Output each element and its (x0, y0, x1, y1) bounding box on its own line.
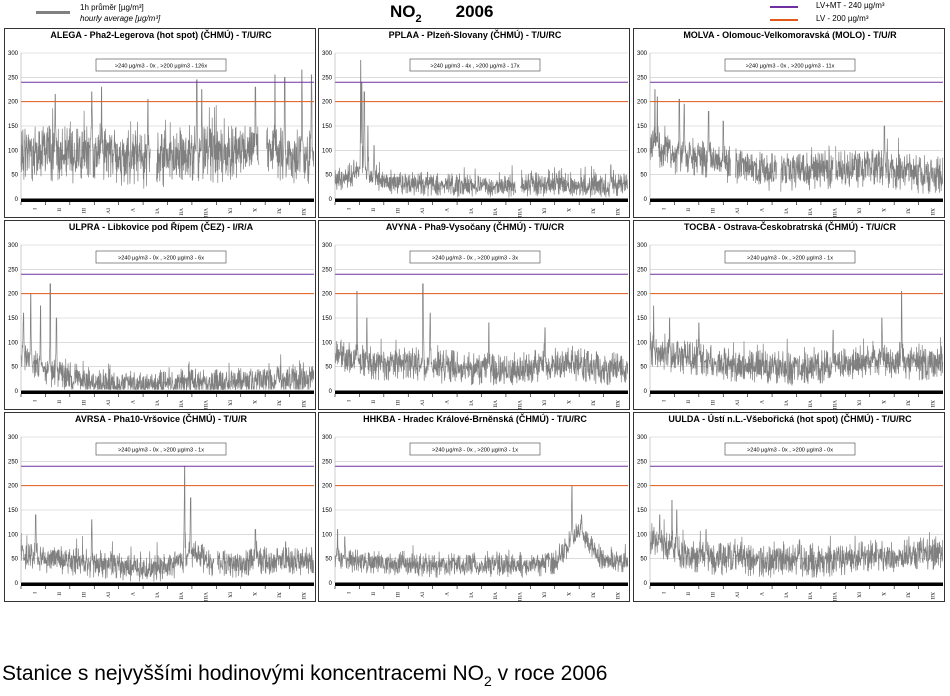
chart-title: HHKBA - Hradec Králové-Brněnská (ČHMÚ) - T/U/RC (363, 414, 587, 424)
x-tick-label: IX (540, 592, 547, 598)
series-line (21, 284, 314, 390)
x-tick-label: XI (275, 208, 282, 214)
y-tick-label: 0 (643, 389, 647, 395)
caption-subscript: 2 (484, 673, 492, 689)
chart-svg (5, 29, 317, 219)
chart-panel (633, 220, 945, 410)
series-line (21, 87, 150, 189)
y-tick-label: 0 (328, 389, 332, 395)
chart-panel (318, 412, 630, 602)
y-tick-label: 300 (636, 435, 647, 441)
annotation-text: >240 µg/m3 - 0x , >200 µg/m3 - 1x (746, 255, 834, 262)
x-tick-label: XII (928, 208, 935, 216)
annotation-text: >240 µg/m3 - 0x , >200 µg/m3 - 0x (746, 447, 834, 454)
annotation-text: >240 µg/m3 - 0x , >200 µg/m3 - 1x (431, 447, 519, 454)
annotation-text: >240 µg/m3 - 4x , >200 µg/m3 - 17x (430, 63, 520, 70)
x-tick-label: V (128, 208, 135, 212)
y-tick-label: 200 (7, 291, 18, 298)
x-tick-label: XII (613, 592, 620, 600)
title-subscript: 2 (415, 13, 422, 25)
x-tick-label: VII (177, 592, 184, 600)
x-tick-label: XII (299, 592, 306, 600)
y-tick-label: 50 (640, 172, 647, 179)
x-tick-label: II (684, 208, 691, 212)
chart-title: AVYNA - Pha9-Vysočany (ČHMÚ) - T/U/CR (385, 222, 565, 232)
x-tick-label: XII (928, 400, 935, 408)
x-tick-label: IV (733, 592, 740, 598)
series-line (650, 291, 943, 385)
x-tick-label: VIII (831, 592, 838, 602)
y-tick-label: 150 (636, 124, 647, 130)
y-tick-label: 50 (11, 556, 18, 563)
x-axis-bar (335, 199, 628, 203)
x-tick-label: I (660, 400, 667, 402)
x-tick-label: V (757, 592, 764, 596)
series-line (218, 530, 314, 578)
x-tick-label: II (55, 400, 62, 404)
x-tick-label: III (80, 400, 87, 406)
page-title (390, 2, 494, 25)
chart-title: PPLAA - Plzeň-Slovany (ČHMÚ) - T/U/RC (388, 30, 562, 40)
x-tick-label: VIII (202, 208, 209, 218)
x-tick-label: VII (806, 400, 813, 408)
y-tick-label: 300 (321, 51, 332, 57)
legend-swatch-lv (770, 19, 798, 21)
x-tick-label: X (879, 592, 886, 596)
title-year: 2006 (455, 2, 494, 21)
series-line (267, 70, 314, 184)
x-tick-label: III (80, 592, 87, 598)
legend-label-lvmt: LV+MT - 240 µg/m³ (816, 1, 885, 10)
x-axis-bar (21, 583, 314, 587)
x-tick-label: VII (491, 592, 498, 600)
x-tick-label: IX (855, 208, 862, 214)
y-tick-label: 300 (636, 51, 647, 57)
x-tick-label: X (250, 400, 257, 404)
y-tick-label: 150 (7, 508, 18, 514)
x-tick-label: VI (467, 400, 474, 406)
y-tick-label: 300 (7, 435, 18, 441)
x-axis-bar (335, 583, 628, 587)
x-tick-label: IX (855, 400, 862, 406)
x-tick-label: VI (153, 400, 160, 406)
y-tick-label: 0 (643, 197, 647, 203)
series-line (650, 90, 730, 183)
x-tick-label: XI (589, 400, 596, 406)
x-tick-label: VIII (516, 592, 523, 602)
x-axis-bar (335, 391, 628, 395)
chart-svg (634, 413, 946, 603)
y-tick-label: 200 (7, 483, 18, 490)
x-tick-label: XI (275, 592, 282, 598)
x-tick-label: IX (855, 592, 862, 598)
chart-title: AVRSA - Pha10-Vršovice (ČHMÚ) - T/U/R (74, 414, 248, 424)
y-tick-label: 200 (321, 291, 332, 298)
y-tick-label: 50 (11, 364, 18, 371)
x-tick-label: XI (904, 400, 911, 406)
chart-svg (319, 29, 631, 219)
annotation-text: >240 µg/m3 - 0x , >200 µg/m3 - 6x (117, 255, 205, 262)
x-axis-bar (650, 199, 943, 203)
x-tick-label: III (709, 208, 716, 214)
y-tick-label: 150 (321, 124, 332, 130)
legend-limits (770, 0, 945, 28)
x-tick-label: V (442, 592, 449, 596)
x-tick-label: IV (418, 400, 425, 406)
series-line (335, 284, 628, 385)
series-line (736, 148, 777, 190)
y-tick-label: 150 (636, 508, 647, 514)
x-tick-label: I (660, 208, 667, 210)
y-tick-label: 200 (7, 99, 18, 106)
x-tick-label: X (564, 592, 571, 596)
series-line (157, 80, 259, 187)
y-tick-label: 100 (321, 532, 332, 539)
x-tick-label: IX (226, 592, 233, 598)
x-tick-label: VIII (831, 208, 838, 218)
chart-panel (4, 412, 316, 602)
x-tick-label: XI (589, 208, 596, 214)
y-tick-label: 300 (321, 435, 332, 441)
x-tick-label: VI (782, 208, 789, 214)
x-tick-label: XII (299, 208, 306, 216)
y-tick-label: 250 (7, 459, 18, 466)
series-line (21, 466, 214, 581)
x-tick-label: IV (104, 400, 111, 406)
chart-svg (634, 221, 946, 411)
y-tick-label: 50 (325, 364, 332, 371)
y-tick-label: 0 (328, 197, 332, 203)
legend-swatch-lvmt (770, 6, 798, 8)
y-tick-label: 150 (636, 316, 647, 322)
x-tick-label: II (55, 208, 62, 212)
chart-panel (4, 28, 316, 218)
legend-label-cz: 1h průměr [µg/m³] (80, 3, 144, 12)
y-tick-label: 250 (321, 75, 332, 82)
y-tick-label: 300 (636, 243, 647, 249)
x-tick-label: VI (467, 208, 474, 214)
x-tick-label: X (879, 400, 886, 404)
annotation-text: >240 µg/m3 - 0x , >200 µg/m3 - 3x (431, 255, 519, 262)
y-tick-label: 250 (636, 459, 647, 466)
y-tick-label: 250 (321, 267, 332, 274)
y-tick-label: 100 (321, 340, 332, 347)
x-tick-label: X (250, 208, 257, 212)
series-line (521, 165, 628, 198)
x-tick-label: XII (928, 592, 935, 600)
x-tick-label: VI (153, 208, 160, 214)
legend-line-swatch (36, 11, 70, 14)
x-tick-label: III (709, 400, 716, 406)
y-tick-label: 100 (7, 532, 18, 539)
x-tick-label: XI (589, 592, 596, 598)
x-tick-label: IV (733, 400, 740, 406)
x-tick-label: X (250, 592, 257, 596)
y-tick-label: 300 (7, 243, 18, 249)
x-tick-label: V (442, 208, 449, 212)
chart-panel (318, 220, 630, 410)
x-tick-label: XI (904, 208, 911, 214)
chart-title: TOCBA - Ostrava-Českobratrská (ČHMÚ) - T/U/CR (683, 222, 897, 232)
chart-title: ALEGA - Pha2-Legerova (hot spot) (ČHMÚ) - T/U/RC (50, 30, 272, 40)
y-tick-label: 0 (14, 197, 18, 203)
x-tick-label: VI (467, 592, 474, 598)
x-tick-label: XII (613, 208, 620, 216)
y-tick-label: 0 (14, 581, 18, 587)
x-tick-label: V (442, 400, 449, 404)
y-tick-label: 200 (636, 483, 647, 490)
x-axis-bar (21, 199, 314, 203)
x-tick-label: VIII (516, 208, 523, 218)
x-tick-label: XII (613, 400, 620, 408)
x-tick-label: VIII (202, 592, 209, 602)
x-tick-label: III (394, 208, 401, 214)
x-tick-label: VIII (516, 400, 523, 410)
x-tick-label: XII (299, 400, 306, 408)
y-tick-label: 50 (325, 556, 332, 563)
legend-hourly-average (36, 2, 236, 28)
x-tick-label: I (660, 592, 667, 594)
x-tick-label: II (684, 400, 691, 404)
x-axis-bar (21, 391, 314, 395)
x-tick-label: VII (491, 208, 498, 216)
series-line (781, 146, 833, 192)
chart-panel (4, 220, 316, 410)
chart-svg (5, 221, 317, 411)
y-tick-label: 150 (7, 316, 18, 322)
x-axis-bar (650, 583, 943, 587)
x-tick-label: I (31, 592, 38, 594)
x-tick-label: IV (733, 208, 740, 214)
chart-panel (318, 28, 630, 218)
y-tick-label: 0 (643, 581, 647, 587)
x-tick-label: V (128, 592, 135, 596)
y-tick-label: 50 (640, 364, 647, 371)
x-axis-bar (650, 391, 943, 395)
x-tick-label: I (345, 400, 352, 402)
x-tick-label: VII (806, 208, 813, 216)
annotation-text: >240 µg/m3 - 0x , >200 µg/m3 - 11x (745, 63, 835, 70)
y-tick-label: 300 (321, 243, 332, 249)
chart-title: MOLVA - Olomouc-Velkomoravská (MOLO) - T/U/R (683, 30, 897, 40)
legend-label-lv: LV - 200 µg/m³ (816, 14, 869, 23)
x-tick-label: II (369, 400, 376, 404)
chart-title: UULDA - Ústí n.L.-Všebořická (hot spot) (ČHMÚ) - T/U/RC (668, 414, 912, 424)
y-tick-label: 50 (11, 172, 18, 179)
x-tick-label: VII (806, 592, 813, 600)
chart-svg (634, 29, 946, 219)
x-tick-label: VI (153, 592, 160, 598)
x-tick-label: IV (418, 592, 425, 598)
x-tick-label: I (31, 400, 38, 402)
y-tick-label: 200 (321, 483, 332, 490)
chart-title: ULPRA - Libkovice pod Řípem (ČEZ) - I/R/A (68, 222, 254, 232)
x-tick-label: I (31, 208, 38, 210)
x-tick-label: II (369, 592, 376, 596)
x-tick-label: VIII (202, 400, 209, 410)
x-tick-label: X (879, 208, 886, 212)
figure-caption (2, 662, 608, 689)
y-tick-label: 100 (636, 148, 647, 155)
series-line (650, 500, 943, 578)
x-tick-label: I (345, 208, 352, 210)
y-tick-label: 50 (640, 556, 647, 563)
x-tick-label: II (684, 592, 691, 596)
y-tick-label: 100 (7, 340, 18, 347)
x-tick-label: IX (540, 400, 547, 406)
x-tick-label: III (709, 592, 716, 598)
x-tick-label: VIII (831, 400, 838, 410)
y-tick-label: 300 (7, 51, 18, 57)
y-tick-label: 0 (328, 581, 332, 587)
caption-rest: v roce 2006 (491, 662, 608, 685)
series-line (836, 126, 943, 194)
x-tick-label: VII (491, 400, 498, 408)
y-tick-label: 200 (321, 99, 332, 106)
x-tick-label: V (128, 400, 135, 404)
series-line (335, 60, 516, 197)
x-tick-label: III (80, 208, 87, 214)
legend-label-en: hourly average [µg/m³] (80, 14, 161, 23)
chart-svg (319, 221, 631, 411)
y-tick-label: 100 (636, 532, 647, 539)
y-tick-label: 100 (321, 148, 332, 155)
chart-svg (319, 413, 631, 603)
title-main: NO (390, 2, 416, 21)
x-tick-label: XI (904, 592, 911, 598)
y-tick-label: 50 (325, 172, 332, 179)
y-tick-label: 250 (7, 75, 18, 82)
x-tick-label: VII (177, 208, 184, 216)
y-tick-label: 100 (7, 148, 18, 155)
caption-text: Stanice s nejvyššími hodinovými koncentracemi NO (2, 662, 485, 685)
y-tick-label: 150 (321, 508, 332, 514)
x-tick-label: XI (275, 400, 282, 406)
y-tick-label: 250 (7, 267, 18, 274)
x-tick-label: VI (782, 592, 789, 598)
x-tick-label: IX (540, 208, 547, 214)
series-line (335, 486, 628, 578)
x-tick-label: IX (226, 208, 233, 214)
x-tick-label: V (757, 208, 764, 212)
x-tick-label: I (345, 592, 352, 594)
y-tick-label: 250 (321, 459, 332, 466)
x-tick-label: II (55, 592, 62, 596)
x-tick-label: IX (226, 400, 233, 406)
y-tick-label: 150 (321, 316, 332, 322)
y-tick-label: 150 (7, 124, 18, 130)
y-tick-label: 200 (636, 291, 647, 298)
x-tick-label: III (394, 400, 401, 406)
annotation-text: >240 µg/m3 - 0x , >200 µg/m3 - 126x (114, 63, 208, 70)
chart-panel (633, 412, 945, 602)
y-tick-label: 100 (636, 340, 647, 347)
y-tick-label: 250 (636, 75, 647, 82)
x-tick-label: III (394, 592, 401, 598)
x-tick-label: V (757, 400, 764, 404)
x-tick-label: VI (782, 400, 789, 406)
x-tick-label: VII (177, 400, 184, 408)
chart-svg (5, 413, 317, 603)
annotation-text: >240 µg/m3 - 0x , >200 µg/m3 - 1x (117, 447, 205, 454)
x-tick-label: IV (104, 592, 111, 598)
x-tick-label: X (564, 400, 571, 404)
y-tick-label: 0 (14, 389, 18, 395)
x-tick-label: IV (104, 208, 111, 214)
x-tick-label: IV (418, 208, 425, 214)
chart-panel (633, 28, 945, 218)
y-tick-label: 200 (636, 99, 647, 106)
x-tick-label: II (369, 208, 376, 212)
y-tick-label: 250 (636, 267, 647, 274)
x-tick-label: X (564, 208, 571, 212)
